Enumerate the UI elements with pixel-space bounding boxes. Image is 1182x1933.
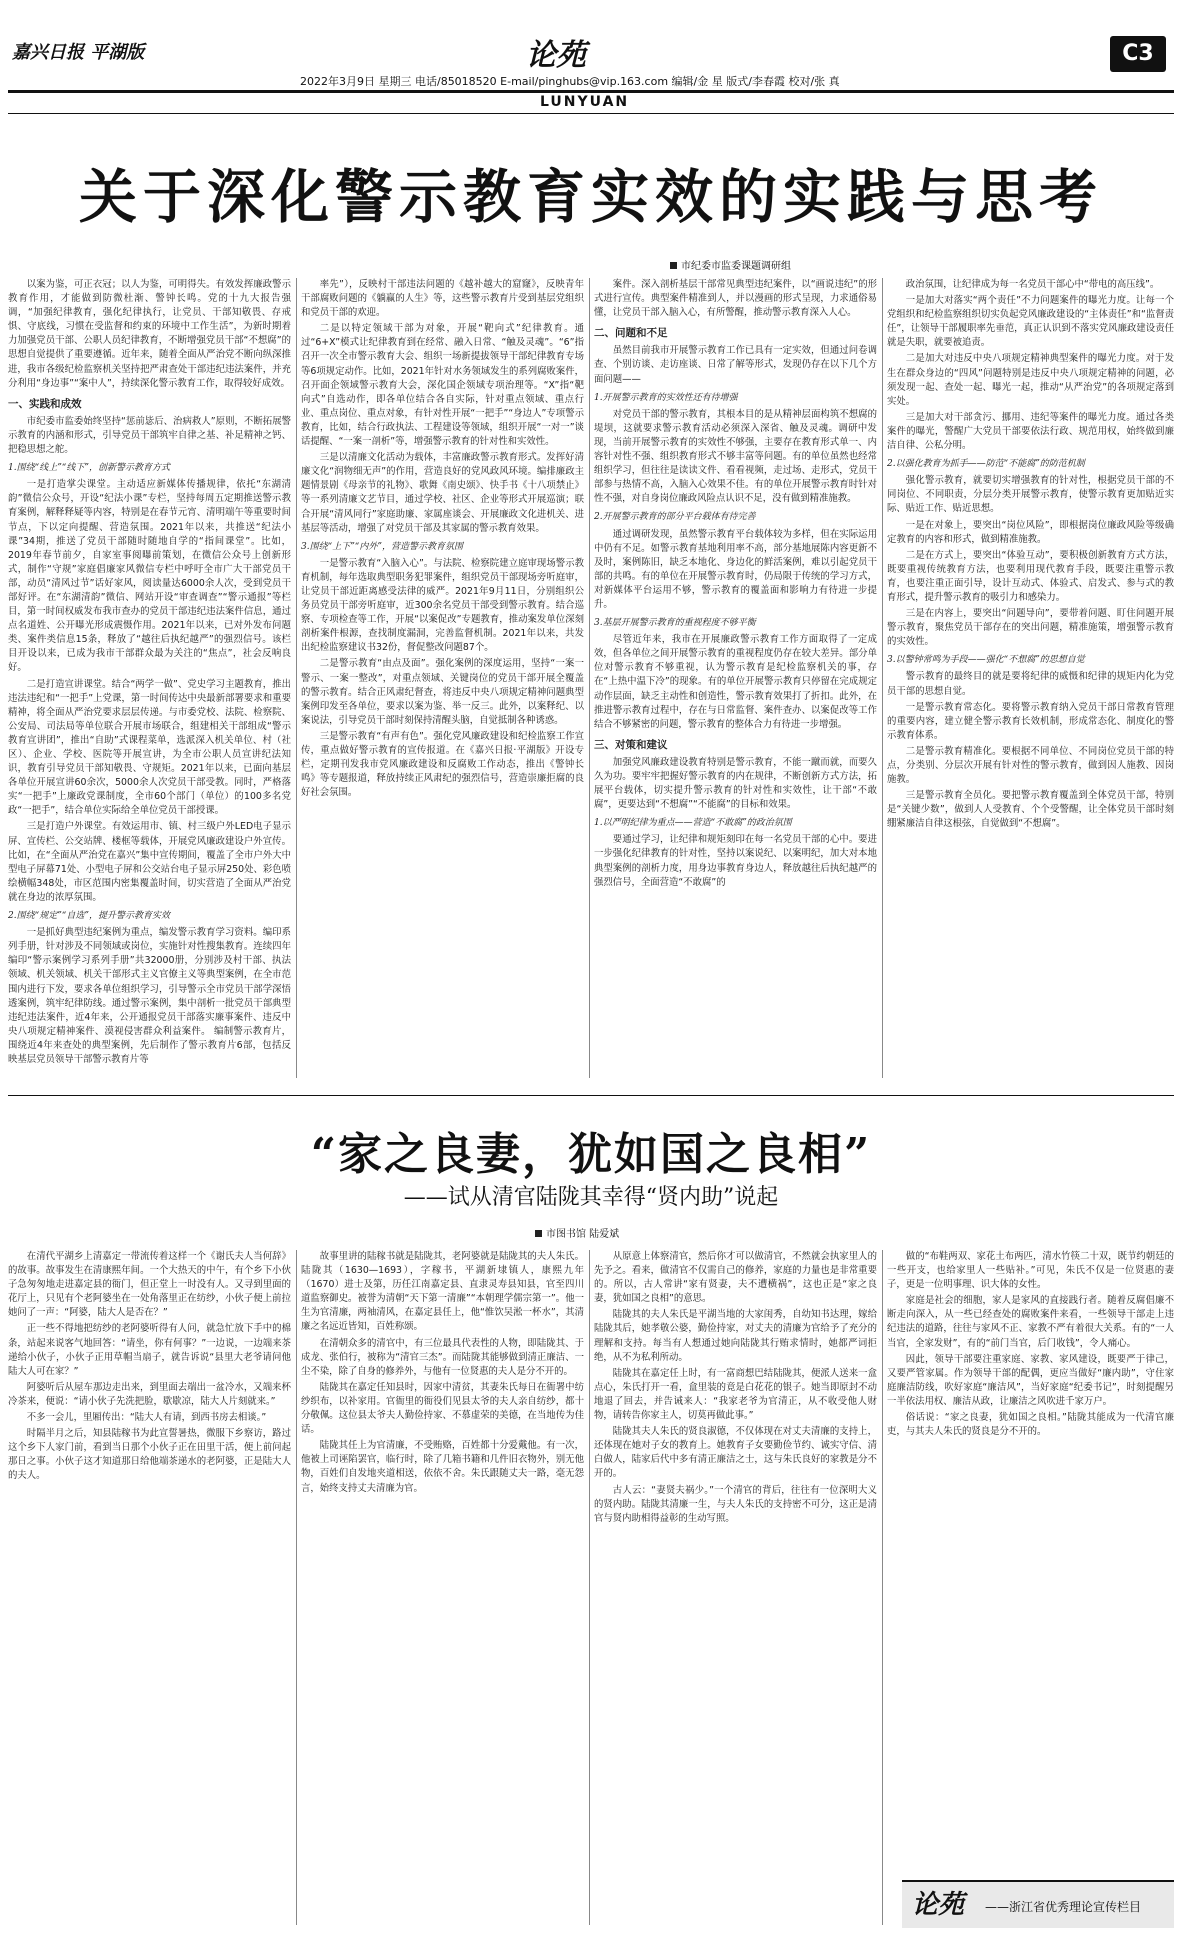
paragraph: 一是加大对落实“两个责任”不力问题案件的曝光力度。让每一个党组织和纪检监察组织切实负起党风廉政建设的“主体责任”和“监督责任”，让领导干部履职率先垂范，真正认识到不落实党风廉政建设责任就是失职，就要被追责。	[887, 295, 1174, 349]
article1-title: 关于深化警示教育实效的实践与思考	[78, 163, 1103, 231]
paragraph: 三是在内容上，要突出“问题导向”，要带着问题、盯住问题开展警示教育，聚焦党员干部存在的突出问题，精准施策，增强警示教育的实效性。	[887, 608, 1174, 648]
paragraph: 要通过学习，让纪律和规矩刻印在每一名党员干部的心中。要进一步强化纪律教育的针对性，坚持以案说纪、以案明纪，加大对本地典型案例的剖析力度，用身边事教育身边人，释放越往后执纪越严的强烈信号，全面营造“不敢腐”的	[594, 834, 877, 888]
paragraph: 陆陇其夫人朱氏的贤良淑德，不仅体现在对丈夫清廉的支持上，还体现在她对子女的教育上。她教育子女要勤俭节约、诚实守信、清白做人，陆家后代中多有清正廉洁之士，这与朱氏良好的家教是分不开的。	[594, 1426, 877, 1480]
paragraph: 三是警示教育全员化。要把警示教育覆盖到全体党员干部，特别是“关键少数”，做到人人受教育、个个受警醒，让全体党员干部时刻绷紧廉洁自律这根弦，自觉做到“不想腐”。	[887, 790, 1174, 830]
paragraph: 案件。深入剖析基层干部常见典型违纪案件，以“画说违纪”的形式进行宣传。典型案件精准到人，并以漫画的形式呈现，力求通俗易懂，让党员干部入脑入心，有所警醒，推动警示教育深入人心。	[594, 279, 877, 319]
paragraph: 以案为鉴，可正衣冠；以人为鉴，可明得失。有效发挥廉政警示教育作用，才能做到防微杜渐、警钟长鸣。党的十九大报告强调，“加强纪律教育，强化纪律执行，让党员、干部知敬畏、存戒惧、守底线，习惯在受监督和约束的环境中工作生活”，为新时期着力加强党员干部、公职人员纪律教育，不断增强党员干部“不想腐”的思想自觉提供了重要遵循。近年来，随着全面从严治党不断向纵深推进，我市各级纪检监察机关坚持把严肃查处干部违纪违法案件，并充分利用“身边事”“案中人”，持续深化警示教育工作，取得较好成效。	[8, 279, 291, 389]
masthead-paper	[12, 38, 144, 64]
footer-banner-logo: 论苑	[912, 1890, 965, 1920]
paragraph: 一是警示教育常态化。要将警示教育纳入党员干部日常教育管理的重要内容，建立健全警示教育长效机制，形成常态化、制度化的警示教育体系。	[887, 701, 1174, 741]
paragraph: 二是加大对违反中央八项规定精神典型案件的曝光力度。对于发生在群众身边的“四风”问题特别是违反中央八项规定精神的问题，必须发现一起、查处一起、曝光一起，推动“从严治党”的各项规定落到实处。	[887, 353, 1174, 407]
paragraph: 一是打造掌尖课堂。主动适应新媒体传播规律，依托“东湖清韵”微信公众号，开设“纪法小课”专栏，坚持每周五定期推送警示教育案例，解释释疑等内容，特别是在春节元宵、清明端午等重要时间节点，下以定向提醒、营造氛围。2021年以来，共推送“纪法小课”34期，推送了党员干部随时随地自学的“指间课堂”。比如，2019年春节前夕，自家室事阅曝前策划，在微信公众号上创新形式，制作“守规”家庭倡廉家风微信专栏中呼吁全市广大干部党员干部，动员“清风过节”话好家风，阅读量达6000余人次，受到党员干部好评。在“东湖清韵”微信、网站开设“审查调查”“警示通报”等栏目，第一时间权威发布我市查办的党员干部违纪违法案件信息，通过点名道姓、公开曝光形成震慑作用。2021年以来，已对外发布问题类、案件类信息15条，释放了“越往后执纪越严”的强烈信号。该栏目开设以来，已成为我市干部群众最为关注的“焦点”，社会反响良好。	[8, 479, 291, 674]
article1-column-4	[887, 278, 1174, 1078]
paper-name: 嘉兴日报	[12, 42, 84, 63]
byline-marker-icon	[670, 262, 677, 269]
paragraph: 加强党风廉政建设教育特别是警示教育，不能一蹴而就，而要久久为功。要牢牢把握好警示教育的内在规律，不断创新方式方法，拓展平台载体，切实提升警示教育的针对性和实效性，让干部“不敢腐”，更要达到“不想腐”“不能腐”的目标和效果。	[594, 756, 877, 811]
article1-column-1	[8, 278, 291, 1078]
paragraph: 尽管近年来，我市在开展廉政警示教育工作方面取得了一定成效，但各单位之间开展警示教育的重视程度仍存在较大差异。部分单位对警示教育不够重视，认为警示教育是纪检监察机关的事，存在“上热中温下冷”的现象。有的单位开展警示教育只停留在完成规定动作层面，缺乏主动性和创造性，警示教育效果打了折扣。此外，在推进警示教育过程中，存在与日常监督、案件查办、以案促改等工作结合不够紧密的问题，警示教育的整体合力有待进一步增强。	[594, 634, 877, 730]
paragraph: 虽然目前我市开展警示教育工作已具有一定实效，但通过问卷调查、个别访谈、走访座谈、日常了解等形式，发现仍存在以下几个方面问题——	[594, 345, 877, 385]
section-heading: 1.以严明纪律为重点——营造“不敢腐”的政治氛围	[594, 818, 792, 829]
paragraph: 陆陇其在嘉定任知县时，因家中清贫，其妻朱氏每日在衙署中纺纱织布，以补家用。官衙里的衙役们见县太爷的夫人亲自纺纱，都十分敬佩。这位县太爷夫人勤俭持家、不慕虚荣的美德，在当地传为佳话。	[301, 1381, 584, 1436]
paragraph: 正一些不得地把纺纱的老阿婆听得有人问，就急忙放下手中的棉条，站起来说客气地回答：“请坐，你有何事？”一边说，一边端来茶递给小伙子，小伙子正用草帽当扇子，就告诉说“县里大老爷请问他陆大人可在家？”	[8, 1323, 291, 1377]
article2-column-1	[8, 1250, 291, 1925]
article2-subtitle: ——试从清官陆陇其幸得“贤内助”说起	[403, 1185, 779, 1210]
section-heading: 3.以警钟常鸣为手段——强化“不想腐”的思想自觉	[887, 655, 1085, 666]
paragraph: 陆陇其任上为官清廉，不受贿赂，百姓都十分爱戴他。有一次，他被上司诬陷罢官，临行时，除了几箱书籍和几件旧衣物外，别无他物，百姓们自发地夹道相送，依依不舍。朱氏跟随丈夫一路，毫无怨言，始终支持丈夫清廉为官。	[301, 1440, 584, 1494]
section-pinyin: LUNYUAN	[540, 94, 630, 110]
section-heading: 3.基层开展警示教育的重视程度不够平衡	[594, 618, 756, 629]
paragraph: 陆陇其在嘉定任上时，有一富商想巴结陆陇其，便派人送来一盒点心，朱氏打开一看，盒里装的竟是白花花的银子。她当即原封不动地退了回去，并告诫来人：“我家老爷为官清正，从不收受他人财物，请转告你家主人，切莫再做此事。”	[594, 1367, 877, 1422]
paragraph: 强化警示教育，就要切实增强教育的针对性，根据党员干部的不同岗位、不同职责，分层分类开展警示教育，使警示教育更加贴近实际、贴近工作、贴近思想。	[887, 475, 1174, 515]
paragraph: 二是在方式上，要突出“体验互动”，要积极创新教育方式方法，既要重视传统教育方法，也要利用现代教育手段，既要注重警示教育，也要注重正面引导，设计互动式、体验式、启发式、参与式的教育形式，提升警示教育的吸引力和感染力。	[887, 549, 1174, 603]
paragraph: 市纪委市监委始终坚持“惩前毖后、治病救人”原则，不断拓展警示教育的内涵和形式，引导党员干部筑牢自律之基、补足精神之钙、把稳思想之舵。	[8, 415, 291, 456]
paragraph: 三是加大对干部贪污、挪用、违纪等案件的曝光力度。通过各类案件的曝光，警醒广大党员干部要依法行政、规范用权，始终做到廉洁自律、公私分明。	[887, 411, 1174, 452]
section-heading: 二、问题和不足	[594, 327, 668, 340]
paragraph: 阿婆听后从屋车那边走出来，到里面去端出一盆冷水，又端来杯冷茶来，便说：“请小伙子先洗把脸，歇歇凉，陆大人片刻就来。”	[8, 1381, 291, 1407]
paragraph: 从原意上体察清官，然后你才可以做清官，不然就会执家里人的先予之。看来，做清官不仅需自己的修养，家庭的力量也是非常重要的。所以，古人常讲“家有贤妻，夫不遭横祸”，这也正是“家之良妻，犹如国之良相”的意思。	[594, 1251, 877, 1305]
paragraph: 政治氛围，让纪律成为每一名党员干部心中“带电的高压线”。	[905, 279, 1160, 290]
byline-marker-icon	[535, 1230, 542, 1237]
paragraph: 在清朝众多的清官中，有三位最具代表性的人物，即陆陇其、于成龙、张伯行，被称为“清官三杰”。而陆陇其能够做到清正廉洁、一尘不染，除了自身的修养外，与他有一位贤惠的夫人是分不开的。	[301, 1337, 584, 1377]
paragraph: 三是警示教育“有声有色”。强化党风廉政建设和纪检监察工作宣传，重点做好警示教育的宣传报道。在《嘉兴日报·平湖版》开设专栏，定期刊发我市党风廉政建设和反腐败工作动态，推出《警钟长鸣》等专题报道，释放持续正风肃纪的强烈信号，营造崇廉拒腐的良好社会氛围。	[301, 730, 584, 799]
paragraph: 二是以特定领域干部为对象，开展“靶向式”纪律教育。通过“6+X”模式让纪律教育到在经常、融入日常、“触及灵魂”。“6”指召开一次全市警示教育大会、组织一场新提拔领导干部纪律教育专场等6项规定动作。比如，2021年针对水务领域发生的系列腐败案件，召开面企领域警示教育大会，深化国企领域专项治理等。“X”指“靶向式”自选动作，即各单位结合各自实际，针对重点领域、重点行业、重点岗位、重点对象，有针对性开展“一把手”“身边人”专项警示教育，比如，结合行政执法、工程建设等领域，组织开展“一对一”谈话提醒、“一案一剖析”等，增强警示教育的针对性和实效性。	[301, 323, 584, 448]
article1-column-3	[594, 278, 877, 1078]
paragraph: 二是警示教育精准化。要根据不同单位、不同岗位党员干部的特点，分类别、分层次开展有针对性的警示教育，做到因人施教、因岗施教。	[887, 745, 1174, 786]
edition-label: 平湖版	[90, 42, 145, 63]
section-heading: 2.开展警示教育的部分平台载体有待完善	[594, 512, 756, 523]
article2-column-3	[594, 1250, 877, 1925]
paragraph: 俗话说：“家之良妻，犹如国之良相。”陆陇其能成为一代清官廉吏，与其夫人朱氏的贤良是分不开的。	[887, 1412, 1174, 1438]
paragraph: 时隔半月之后，知县陆稼书为此宣誓暑热，微服下乡察访，路过这个乡下人家门前，看到当日那个小伙子正在田里干活，便上前问起那日之事。小伙子这才知道那日给他端茶递水的老阿婆，正是陆大人的夫人。	[8, 1428, 291, 1482]
section-heading: 三、对策和建议	[594, 738, 668, 751]
masthead-rule	[8, 90, 1174, 93]
paragraph: 一是抓好典型违纪案例为重点，编发警示教育学习资料。编印系列手册，针对涉及不同领域或岗位，实施针对性搜集教育。连续四年编印“警示案例学习系列手册”共32000册，分别涉及村干部、执法领域、机关领域、机关干部形式主义官僚主义等典型案例，在全市范围内进行下发，要求各单位组织学习，引导警示全市党员干部学深悟透案例，筑牢纪律防线。通过警示案例，集中剖析一批党员干部典型违纪违法案件，近4年来，公开通报党员干部落实廉事案件、违反中央八项规定精神案件、漠视侵害群众利益案件。 编制警示教育片，围绕近4年来查处的典型案例，先后制作了警示教育片6部，包括反映基层党员领导干部警示教育片等	[8, 927, 291, 1065]
section-divider	[8, 1095, 1174, 1096]
paragraph: 率先”），反映村干部违法问题的《越补越大的窟窿》，反映青年干部腐败问题的《躺赢的人生》等，这些警示教育片受到基层党组织和党员干部的欢迎。	[301, 279, 584, 319]
section-logo: 论苑	[526, 38, 586, 73]
paragraph: 三是以清廉文化活动为载体，丰富廉政警示教育形式。发挥好清廉文化“润物细无声”的作用，营造良好的党风政风环境。编排廉政主题情景剧《母亲节的礼物》、歌舞《南史颂》、快手书《十八项禁止》等一系列清廉文艺节目，通过学校、社区、企业等形式开展巡演；联合开展“清风同行”家庭助廉、家属座谈会、开展廉政文化进机关、进基层等活动，增强了对党员干部及其家属的警示教育效果。	[301, 452, 584, 534]
issue-meta: 2022年3月9日 星期三 电话/85018520 E-mail/pinghubs@vip.163.com 编辑/金 星 版式/李春霞 校对/张 真	[300, 75, 840, 88]
section-heading: 2.围绕“规定”“自选”，提升警示教育实效	[8, 911, 170, 922]
section-heading: 一、实践和成效	[8, 397, 82, 410]
page-code-badge: C3	[1110, 36, 1166, 72]
paragraph: 警示教育的最终目的就是要将纪律的威慑和纪律的规矩内化为党员干部的思想自觉。	[887, 671, 1174, 697]
paragraph: 家庭是社会的细胞，家人是家风的直接践行者。随着反腐倡廉不断走向深入，从一些已经查处的腐败案件来看，一些领导干部走上违纪违法的道路，往往与家风不正、家教不严有着很大关系。有的“一人当官，全家发财”，有的“前门当官，后门收钱”，令人痛心。	[887, 1295, 1174, 1349]
paragraph: 二是打造宣讲课堂。结合“两学一做”、党史学习主题教育，推出违法违纪和“一把手”上党课，第一时间传达中央最新部署要求和重要精神，将全面从严治党要求层层传递。与市委党校、法院、检察院、公安局、司法局等单位联合开展市场联合，组建相关干部组成“警示教育宣讲团”，推出“自助”式课程菜单，选派深入机关单位、村（社区）、企业、学校、医院等开展宣讲，为全市公职人员宣讲纪法知识，教育引导党员干部知敬畏、守规矩。2021年以来，已面向基层各单位开展宣讲60余次，5000余人次党员干部受教。同时，严格落实“一把手”上廉政党课制度，全市60个部门（单位）的100多名党政“一把手”，结合单位实际给全单位党员干部授课。	[8, 678, 291, 817]
section-heading: 2.以强化教育为抓手——防范“不能腐”的防范机制	[887, 459, 1085, 470]
paragraph: 一是在对象上，要突出“岗位风险”，即根据岗位廉政风险等级确定教育的内容和形式，做到精准施教。	[887, 519, 1174, 545]
paragraph: 不多一会儿，里厢传出：“陆大人有请，到西书房去相谈。”	[26, 1412, 267, 1424]
paragraph: 因此，领导干部要注重家庭、家教、家风建设，既要严于律己，又要严管家属。作为领导干部的配偶，更应当做好“廉内助”，守住家庭廉洁防线，吹好家庭“廉洁风”，当好家庭“纪委书记”，时刻提醒另一半依法用权、廉洁从政，让廉洁之风吹进千家万户。	[887, 1353, 1174, 1407]
article2-column-4	[887, 1250, 1174, 1872]
paragraph: 做的“布鞋两双、家花土布两匹，清水竹筷二十双，既节约朝廷的一些开支，也给家里人一些贴补。”可见，朱氏不仅是一位贤惠的妻子，更是一位明事理、识大体的女性。	[887, 1251, 1174, 1291]
footer-banner-text: ——浙江省优秀理论宣传栏目	[985, 1900, 1142, 1914]
article2-title: “家之良妻，犹如国之良相”	[310, 1129, 872, 1180]
paragraph: 通过调研发现，虽然警示教育平台载体较为多样，但在实际运用中仍有不足。如警示教育基地利用率不高，部分基地展陈内容更新不及时，案例陈旧，缺乏本地化、身边化的鲜活案例，难以引起党员干部的共鸣。有的单位在开展警示教育时，仍局限于传统的学习方式，对新媒体平台运用不够，警示教育的覆盖面和影响力有待进一步提升。	[594, 528, 877, 610]
masthead-rule-thin	[8, 113, 1174, 114]
paragraph: 陆陇其的夫人朱氏是平湖当地的大家闺秀，自幼知书达理，嫁给陆陇其后，她孝敬公婆，勤俭持家，对丈夫的清廉为官给予了充分的理解和支持。每当有人想通过她向陆陇其行贿求情时，她都严词拒绝，从不为私利所动。	[594, 1309, 877, 1363]
article2-byline	[535, 1225, 619, 1240]
section-heading: 1.开展警示教育的实效性还有待增强	[594, 392, 738, 403]
paragraph: 二是警示教育“由点及面”。强化案例的深度运用，坚持“一案一警示、一案一整改”，对重点领域、关键岗位的党员干部开展全覆盖的警示教育。结合正风肃纪督查，将违反中央八项规定精神问题典型案例印发至各单位，要求以案为鉴、举一反三。此外，以案释纪、以案说法，引导党员干部时刻保持清醒头脑，自觉抵制各种诱惑。	[301, 658, 584, 726]
article1-column-2	[301, 278, 584, 1078]
paragraph: 在清代平湖乡上清嘉定一带流传着这样一个《谢氏夫人当何辞》的故事。故事发生在清康熙年间。一个大热天的中午，有个乡下小伙子急匆匆地走进嘉定县的衙门，但正堂上一时没有人。又寻到里面的花厅上，只见有个老阿婆坐在一处角落里正在纺纱，小伙子便上前拉她问了一声：“阿婆，陆大人是否在？”	[8, 1251, 291, 1319]
paragraph: 故事里讲的陆稼书就是陆陇其，老阿婆就是陆陇其的夫人朱氏。陆陇其（1630—1693），字稼书，平湖新埭镇人，康熙九年（1670）进士及第，历任江南嘉定县、直隶灵寿县知县，官至四川道监察御史。被誉为清朝“天下第一清廉”“本朝理学儒宗第一”。他一生为官清廉，两袖清风，在嘉定县任上，他“惟饮吴淞一杯水”，其清廉之名远近皆知，百姓称颂。	[301, 1251, 584, 1333]
paragraph: 对党员干部的警示教育，其根本目的是从精神层面构筑不想腐的堤坝，这就要求警示教育活动必须深入深省、触及灵魂。调研中发现，当前开展警示教育的实效性不够强，主要存在教育形式单一、内容针对性不强、组织教育形式不够丰富等问题。有的单位虽然也经常组织学习，但往往是读读文件、看看视频，走过场、走形式，党员干部参与热情不高，入脑入心效果不佳。有的单位开展警示教育时针对性不强，对自身岗位廉政风险点认识不足，没有做到精准施教。	[594, 408, 877, 505]
section-heading: 3.围绕“上下”“内外”，营造警示教育氛围	[301, 541, 463, 552]
article1-byline-text: 市纪委市监委课题调研组	[681, 261, 791, 272]
article2-byline-text: 市图书馆 陆爱斌	[546, 1229, 620, 1240]
article1-byline	[670, 257, 791, 272]
article2-column-2	[301, 1250, 584, 1925]
paragraph: 古人云：“妻贤夫祸少。”一个清官的背后，往往有一位深明大义的贤内助。陆陇其清廉一生，与夫人朱氏的支持密不可分，这正是清官与贤内助相得益彰的生动写照。	[594, 1484, 877, 1524]
paragraph: 一是警示教育“入脑入心”。与法院、检察院建立庭审现场警示教育机制，每年选取典型职务犯罪案件，组织党员干部现场旁听庭审，让党员干部近距离感受法律的威严。2021年9月11日，分别组织公务员党员干部旁听庭审，近300余名党员干部受到警示教育。结合巡察、专项检查等工作，开展“以案促改”专题教育，推动案发单位深刻剖析案件根源，查找制度漏洞，完善监督机制。2021年以来，共发出纪检监察建议书32份，督促整改问题87个。	[301, 557, 584, 654]
paragraph: 三是打造户外课堂。有效运用市、镇、村三级户外LED电子显示屏、宣传栏、公交站牌、楼框等载体，开展党风廉政建设户外宣传。比如，在“全面从严治党在嘉兴”集中宣传期间，覆盖了全市户外大中型电子屏幕71处、小型电子屏和公交站台电子显示屏250处、彩色喷绘横幅348处，市区范围内密集覆盖时间，切实营造了全面从严治党就在身边的浓厚氛围。	[8, 821, 291, 903]
section-heading: 1.围绕“线上”“线下”，创新警示教育方式	[8, 463, 170, 474]
